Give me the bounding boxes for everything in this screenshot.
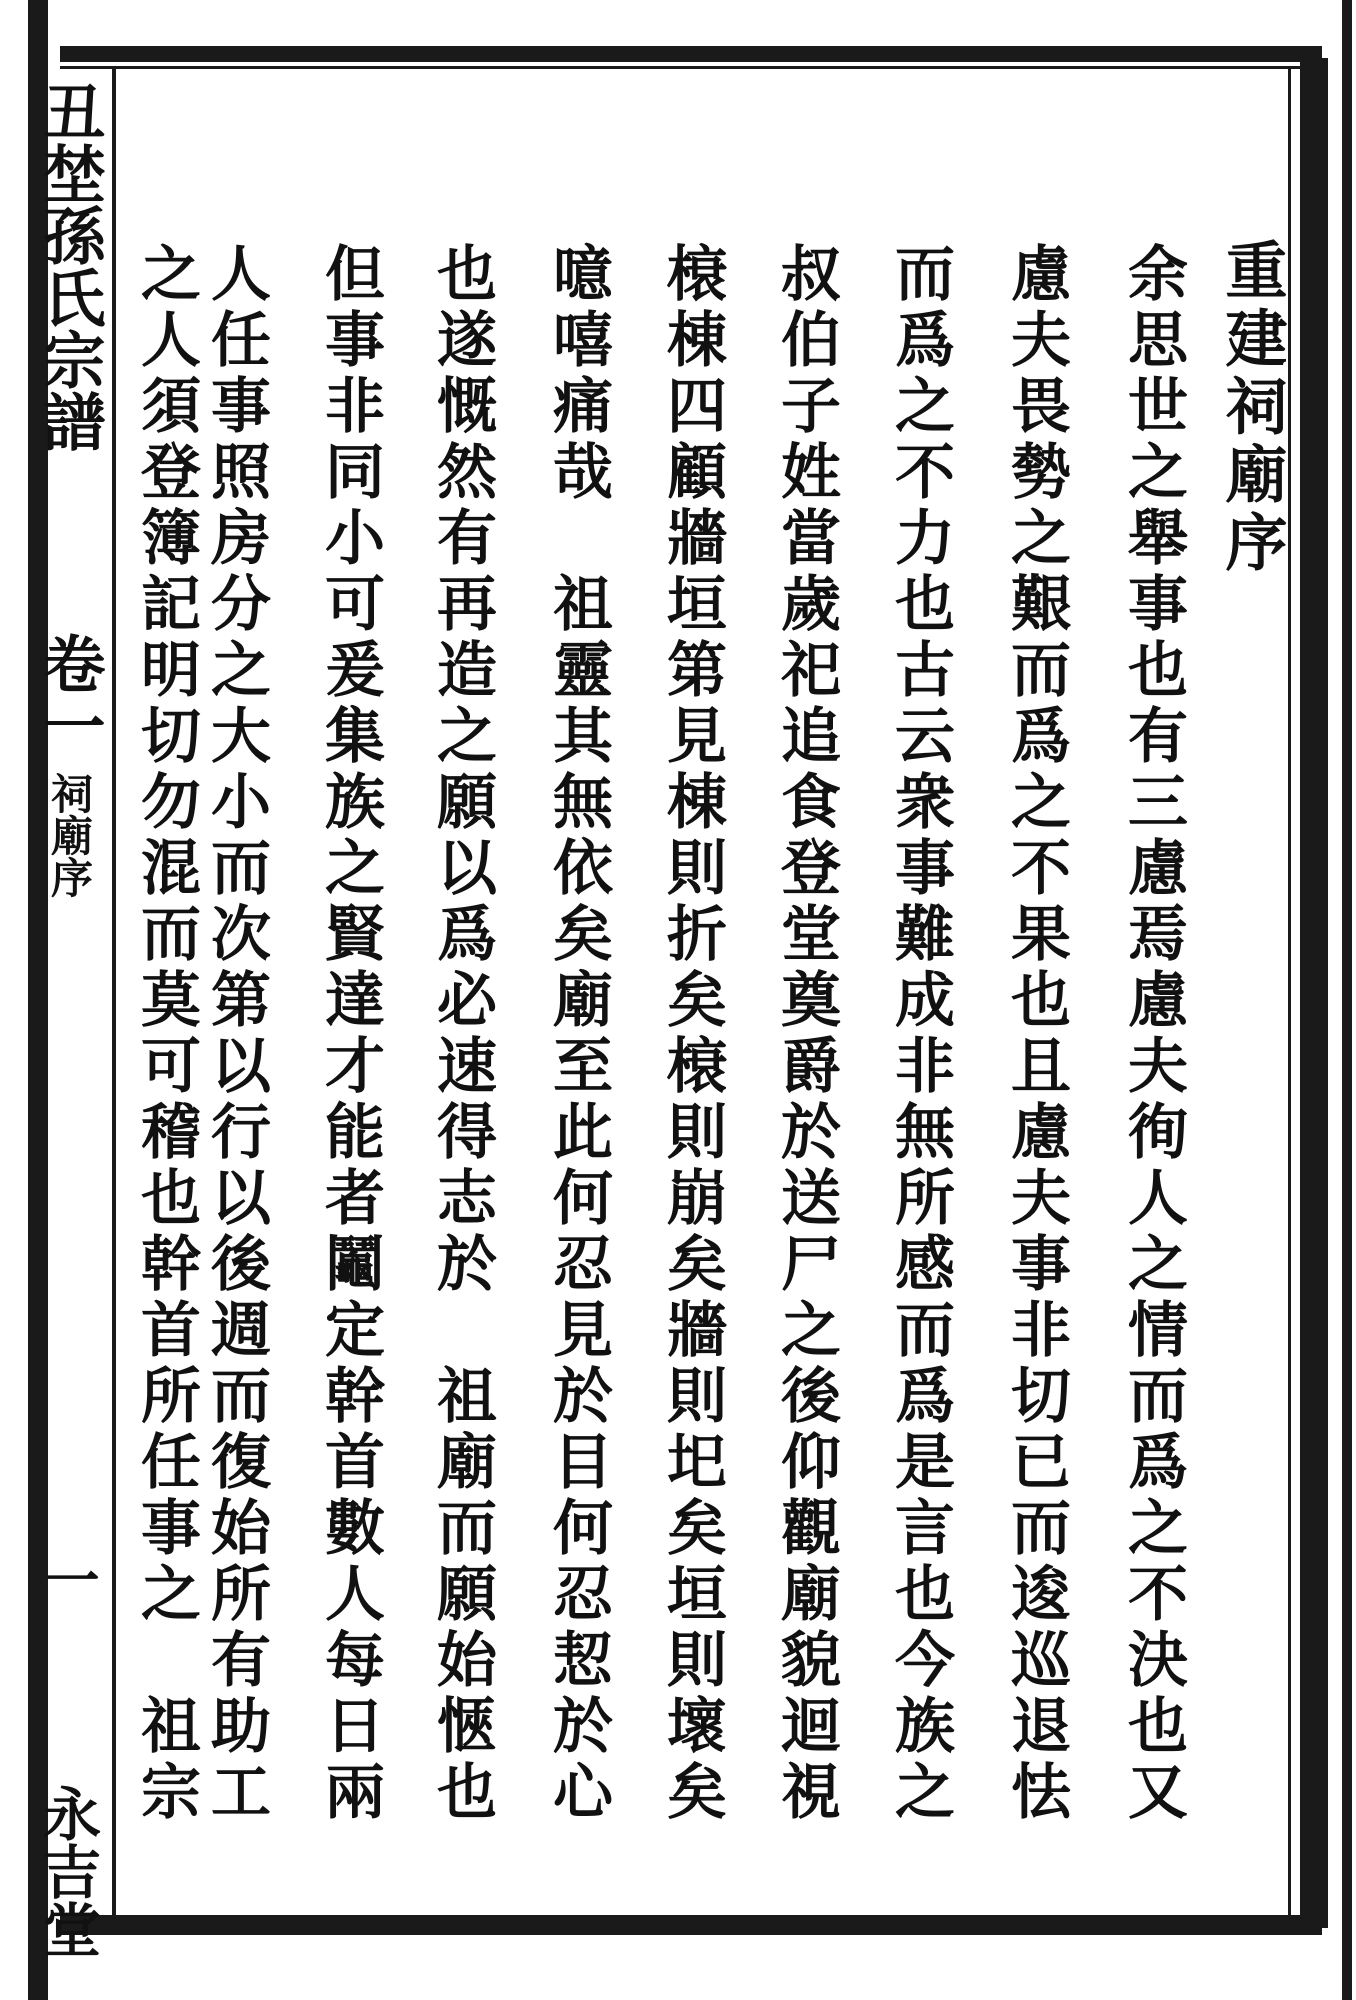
text-column-1: 余思世之舉事也有三慮焉慮夫徇人之情而爲之不決也又 bbox=[1118, 242, 1188, 1826]
text-column-5: 榱棟四顧牆垣第見棟則折矣榱則崩矣牆則圯矣垣則壞矣 bbox=[657, 242, 727, 1826]
top-border bbox=[60, 46, 1322, 62]
hall-name: 永吉堂 bbox=[33, 1784, 101, 1958]
page-margin-column bbox=[33, 72, 112, 1958]
text-column-10: 之人須登簿記明切勿混而莫可稽也幹首所任事之 祖宗 bbox=[131, 242, 201, 1826]
right-inner-border bbox=[1288, 66, 1291, 1918]
text-column-7: 也遂慨然有再造之願以爲必速得志於 祖廟而願始愜也 bbox=[427, 242, 497, 1826]
volume-label: 卷一 bbox=[33, 632, 106, 756]
text-column-3: 而爲之不力也古云衆事難成非無所感而爲是言也今族之 bbox=[885, 242, 955, 1826]
document-title: 重建祠廟序 bbox=[1215, 238, 1288, 578]
page-number: 一 bbox=[37, 1552, 101, 1606]
text-column-4: 叔伯子姓當歲祀追食登堂奠爵於送尸之後仰觀廟貌迴視 bbox=[771, 242, 841, 1826]
text-column-6: 噫嘻痛哉 祖靈其無依矣廟至此何忍見於目何忍恝於心 bbox=[543, 242, 613, 1826]
section-label: 祠廟序 bbox=[45, 772, 94, 898]
top-inner-border bbox=[60, 66, 1322, 69]
text-column-8: 但事非同小可爰集族之賢達才能者鬮定幹首數人每日兩 bbox=[315, 242, 385, 1826]
text-column-2: 慮夫畏勢之艱而爲之不果也且慮夫事非切已而逡巡退怯 bbox=[1001, 242, 1071, 1826]
right-border bbox=[1300, 58, 1328, 1928]
margin-divider-line bbox=[112, 66, 116, 1918]
bottom-border bbox=[60, 1915, 1322, 1935]
book-title: 丑埜孫氏宗譜 bbox=[33, 80, 106, 452]
right-page-edge bbox=[1342, 0, 1352, 2000]
text-column-9: 人任事照房分之大小而次第以行以後週而復始所有助工 bbox=[201, 242, 271, 1826]
